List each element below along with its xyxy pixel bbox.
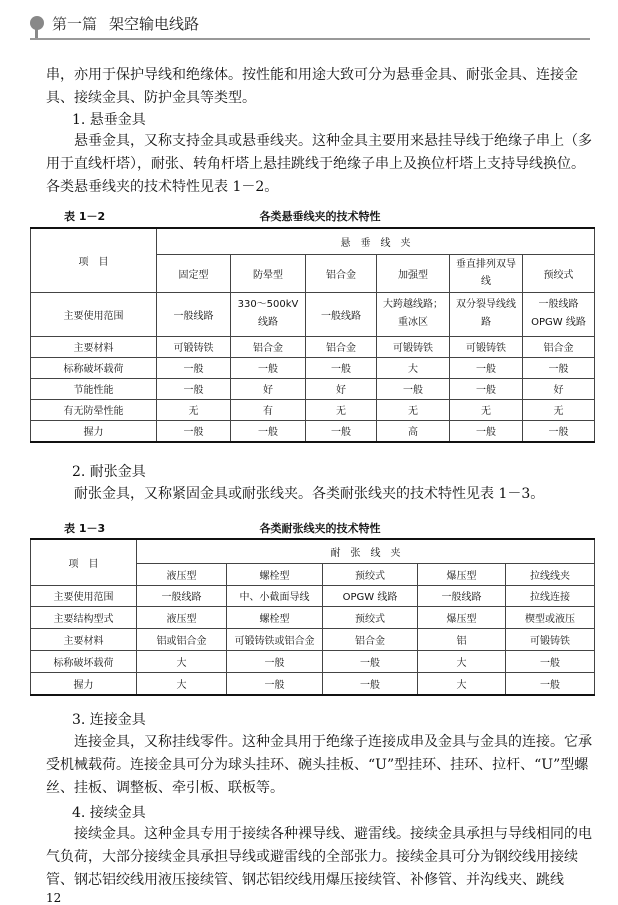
table-cell: 好 — [306, 378, 377, 399]
table-row — [31, 378, 595, 399]
table2-caption — [46, 520, 594, 538]
header-title: 架空输电线路 — [109, 14, 200, 33]
table1-row-label: 标称破坏载荷 — [31, 357, 157, 378]
table-cell: 一般 — [227, 650, 323, 672]
table-cell: 中、小截面导线 — [227, 585, 323, 606]
table1-caption — [46, 208, 594, 226]
table-cell: 一般 — [227, 672, 323, 695]
table2-col-header: 液压型 — [137, 563, 227, 585]
table2-row-label: 主要结构型式 — [31, 606, 137, 628]
table1-row-label: 握力 — [31, 420, 157, 442]
section2-heading: 2. 耐张金具 — [72, 464, 146, 480]
table-row — [31, 650, 595, 672]
table-row — [31, 420, 595, 442]
table-cell: 一般 — [450, 357, 523, 378]
table2-row-label: 标称破坏载荷 — [31, 650, 137, 672]
header-logo-icon — [30, 16, 44, 30]
table-cell: 可锻铸铁 — [450, 336, 523, 357]
table-cell: 大 — [137, 672, 227, 695]
table-row — [31, 672, 595, 695]
table-cell: 大 — [418, 650, 506, 672]
table-cell: 一般 — [450, 378, 523, 399]
table-cell: 可锻铸铁或铝合金 — [227, 628, 323, 650]
table2-number: 表 1－3 — [64, 522, 106, 535]
table-cell: 好 — [523, 378, 595, 399]
table-cell: 大 — [377, 357, 450, 378]
table-cell: 拉线连接 — [506, 585, 595, 606]
table1 — [30, 227, 595, 443]
table2-item-header: 项 目 — [31, 539, 137, 585]
table1-item-header: 项 目 — [31, 228, 157, 292]
table-cell: 一般 — [523, 357, 595, 378]
table-cell: 一般 — [506, 650, 595, 672]
table-cell: 一般 — [157, 357, 231, 378]
section1-body: 悬垂金具，又称支持金具或悬垂线夹。这种金具主要用来悬挂导线于绝缘子串上（多用于直线杆塔），耐张、转角杆塔上悬挂跳线于绝缘子串上及换位杆塔上支持导线换位。各类悬垂线夹的技术特性见表 1－2。 — [46, 133, 592, 195]
table-cell: 一般线路 — [418, 585, 506, 606]
table-row — [31, 357, 595, 378]
table1-row-label: 主要使用范围 — [31, 292, 157, 336]
table2-title: 各类耐张线夹的技术特性 — [259, 522, 381, 535]
table2 — [30, 538, 595, 696]
table-cell: 有 — [231, 399, 306, 420]
table-cell: 双分裂导线线路 — [450, 292, 523, 336]
table1-col-header: 加强型 — [377, 254, 450, 292]
table-cell: 一般 — [306, 420, 377, 442]
table-cell: 螺栓型 — [227, 606, 323, 628]
table-cell: 可锻铸铁 — [506, 628, 595, 650]
table-cell: 一般 — [323, 650, 418, 672]
table2-col-header: 拉线线夹 — [506, 563, 595, 585]
section3-body: 连接金具，又称挂线零件。这种金具用于绝缘子连接成串及金具与金具的连接。它承受机械载荷。连接金具可分为球头挂环、碗头挂板、“U”型挂环、挂环、拉杆、“U”型螺丝、挂板、调整板、牵引板、联板等。 — [46, 734, 592, 796]
table-cell: 铝 — [418, 628, 506, 650]
table1-row-label: 主要材料 — [31, 336, 157, 357]
header-part: 第一篇 — [52, 14, 98, 33]
table1-group-header: 悬 垂 线 夹 — [157, 228, 595, 254]
table-cell: 铝合金 — [306, 336, 377, 357]
table-cell: 铝合金 — [323, 628, 418, 650]
table-cell: 一般线路 — [157, 292, 231, 336]
table-cell: 无 — [523, 399, 595, 420]
table1-col-header: 防晕型 — [231, 254, 306, 292]
table-cell: 好 — [231, 378, 306, 399]
table-cell: 无 — [450, 399, 523, 420]
table2-row-label: 主要使用范围 — [31, 585, 137, 606]
table-cell: 无 — [377, 399, 450, 420]
table-cell: 一般 — [306, 357, 377, 378]
table-cell: 铝合金 — [523, 336, 595, 357]
table-cell: 铝或铝合金 — [137, 628, 227, 650]
table2-group-header: 耐 张 线 夹 — [137, 539, 595, 563]
table-cell: 无 — [157, 399, 231, 420]
table-cell: 330～500kV 线路 — [231, 292, 306, 336]
table-cell: 液压型 — [137, 606, 227, 628]
table1-row-label: 有无防晕性能 — [31, 399, 157, 420]
table-cell: 大跨越线路；重冰区 — [377, 292, 450, 336]
table2-row-label: 主要材料 — [31, 628, 137, 650]
table2-col-header: 螺栓型 — [227, 563, 323, 585]
table1-title: 各类悬垂线夹的技术特性 — [259, 210, 381, 223]
table-row — [31, 628, 595, 650]
table-cell: 一般 — [377, 378, 450, 399]
table-cell: OPGW 线路 — [323, 585, 418, 606]
table-cell: 大 — [137, 650, 227, 672]
table-cell: 一般 — [231, 357, 306, 378]
intro-paragraph: 串，亦用于保护导线和绝缘体。按性能和用途大致可分为悬垂金具、耐张金具、连接金具、接续金具、防护金具等类型。 — [46, 67, 578, 106]
table-cell: 楔型或液压 — [506, 606, 595, 628]
table1-col-header: 固定型 — [157, 254, 231, 292]
table-cell: 铝合金 — [231, 336, 306, 357]
table-cell: 一般线路OPGW 线路 — [523, 292, 595, 336]
table2-row-label: 握力 — [31, 672, 137, 695]
section4-heading: 4. 接续金具 — [72, 805, 146, 821]
table-row — [31, 585, 595, 606]
header-divider — [30, 38, 590, 40]
table-cell: 一般线路 — [306, 292, 377, 336]
section2-body: 耐张金具，又称紧固金具或耐张线夹。各类耐张线夹的技术特性见表 1－3。 — [74, 486, 545, 502]
table-cell: 一般 — [506, 672, 595, 695]
table-cell: 爆压型 — [418, 606, 506, 628]
section3-heading: 3. 连接金具 — [72, 712, 146, 728]
table-cell: 一般 — [231, 420, 306, 442]
table1-col-header: 铝合金 — [306, 254, 377, 292]
table-cell: 无 — [306, 399, 377, 420]
table2-col-header: 预绞式 — [323, 563, 418, 585]
section4-body: 接续金具。这种金具专用于接续各种裸导线、避雷线。接续金具承担与导线相同的电气负荷，大部分接续金具承担导线或避雷线的全部张力。接续金具可分为钢绞线用接续管、钢芯铝绞线用液压接续管、钢芯铝绞线用爆压接续管、补修管、并沟线夹、跳线 — [46, 826, 592, 888]
table-cell: 一般 — [523, 420, 595, 442]
table-cell: 预绞式 — [323, 606, 418, 628]
table1-row-label: 节能性能 — [31, 378, 157, 399]
page-header — [30, 10, 590, 36]
table-row — [31, 399, 595, 420]
table2-col-header: 爆压型 — [418, 563, 506, 585]
table-cell: 高 — [377, 420, 450, 442]
table-cell: 一般 — [450, 420, 523, 442]
table-cell: 大 — [418, 672, 506, 695]
table1-number: 表 1－2 — [64, 210, 106, 223]
table-row — [31, 606, 595, 628]
table-cell: 一般 — [323, 672, 418, 695]
table-row — [31, 292, 595, 336]
table-cell: 可锻铸铁 — [157, 336, 231, 357]
table-cell: 一般线路 — [137, 585, 227, 606]
section1-heading: 1. 悬垂金具 — [72, 112, 146, 128]
page-number: 12 — [46, 891, 62, 905]
table-cell: 一般 — [157, 378, 231, 399]
table1-col-header: 预绞式 — [523, 254, 595, 292]
table-cell: 一般 — [157, 420, 231, 442]
table-cell: 可锻铸铁 — [377, 336, 450, 357]
table1-col-header: 垂直排列双导线 — [450, 254, 523, 292]
table-row — [31, 336, 595, 357]
